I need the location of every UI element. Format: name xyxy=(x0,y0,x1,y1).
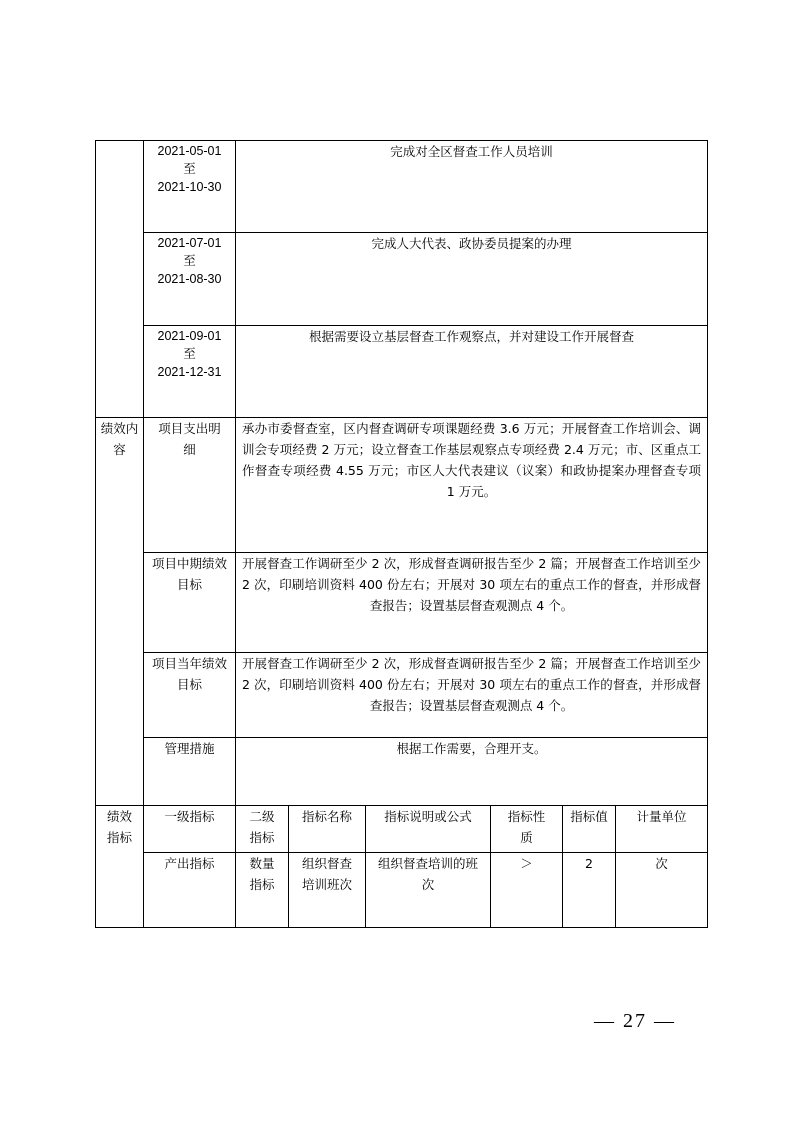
content-row xyxy=(96,653,708,738)
content-row-text: 开展督查工作调研至少 2 次，形成督查调研报告至少 2 篇；开展督查工作培训至少 2 次，印刷培训资料 400 份左右；开展对 30 项左右的重点工作的督查，并形成督查报告；设置基层督查观测点 4 个。 xyxy=(236,553,708,653)
content-row-name: 管理措施 xyxy=(144,738,236,806)
content-row-name: 项目支出明细 xyxy=(144,418,236,553)
schedule-row xyxy=(96,141,708,233)
column-header: 计量单位 xyxy=(616,806,708,853)
empty-cell xyxy=(96,141,144,418)
schedule-date: 2021-09-01 至 2021-12-31 xyxy=(144,326,236,418)
column-header: 一级指标 xyxy=(144,806,236,853)
page-number: — 27 — xyxy=(594,1010,676,1032)
indicator-header-row xyxy=(96,806,708,853)
column-header: 指标名称 xyxy=(289,806,366,853)
section-label: 绩效指标 xyxy=(96,806,144,928)
content-row-text: 开展督查工作调研至少 2 次，形成督查调研报告至少 2 篇；开展督查工作培训至少 2 次，印刷培训资料 400 份左右；开展对 30 项左右的重点工作的督查，并形成督查报告；设置基层督查观测点 4 个。 xyxy=(236,653,708,738)
schedule-task: 根据需要设立基层督查工作观察点，并对建设工作开展督查 xyxy=(236,326,708,418)
indicator-level2: 数量指标 xyxy=(236,853,289,928)
indicator-name: 组织督查培训班次 xyxy=(289,853,366,928)
section-label: 绩效内容 xyxy=(96,418,144,806)
column-header: 指标说明或公式 xyxy=(366,806,491,853)
indicator-value: 2 xyxy=(563,853,616,928)
indicator-desc: 组织督查培训的班次 xyxy=(366,853,491,928)
content-row xyxy=(96,553,708,653)
content-row-name: 项目当年绩效目标 xyxy=(144,653,236,738)
budget-table xyxy=(95,140,708,928)
content-row xyxy=(96,418,708,553)
column-header: 指标性质 xyxy=(491,806,563,853)
column-header: 二级指标 xyxy=(236,806,289,853)
indicator-nature: ＞ xyxy=(491,853,563,928)
indicator-row xyxy=(96,853,708,928)
column-header: 指标值 xyxy=(563,806,616,853)
schedule-date: 2021-05-01 至 2021-10-30 xyxy=(144,141,236,233)
content-row-name: 项目中期绩效目标 xyxy=(144,553,236,653)
schedule-row xyxy=(96,326,708,418)
schedule-date: 2021-07-01 至 2021-08-30 xyxy=(144,233,236,326)
schedule-task: 完成人大代表、政协委员提案的办理 xyxy=(236,233,708,326)
content-row xyxy=(96,738,708,806)
indicator-level1: 产出指标 xyxy=(144,853,236,928)
schedule-task: 完成对全区督查工作人员培训 xyxy=(236,141,708,233)
schedule-row xyxy=(96,233,708,326)
content-row-text: 根据工作需要，合理开支。 xyxy=(236,738,708,806)
indicator-unit: 次 xyxy=(616,853,708,928)
content-row-text: 承办市委督查室，区内督查调研专项课题经费 3.6 万元；开展督查工作培训会、调训会专项经费 2 万元；设立督查工作基层观察点专项经费 2.4 万元；市、区重点工作督查专项经费 4.55 万元；市区人大代表建议（议案）和政协提案办理督查专项 1 万元。 xyxy=(236,418,708,553)
